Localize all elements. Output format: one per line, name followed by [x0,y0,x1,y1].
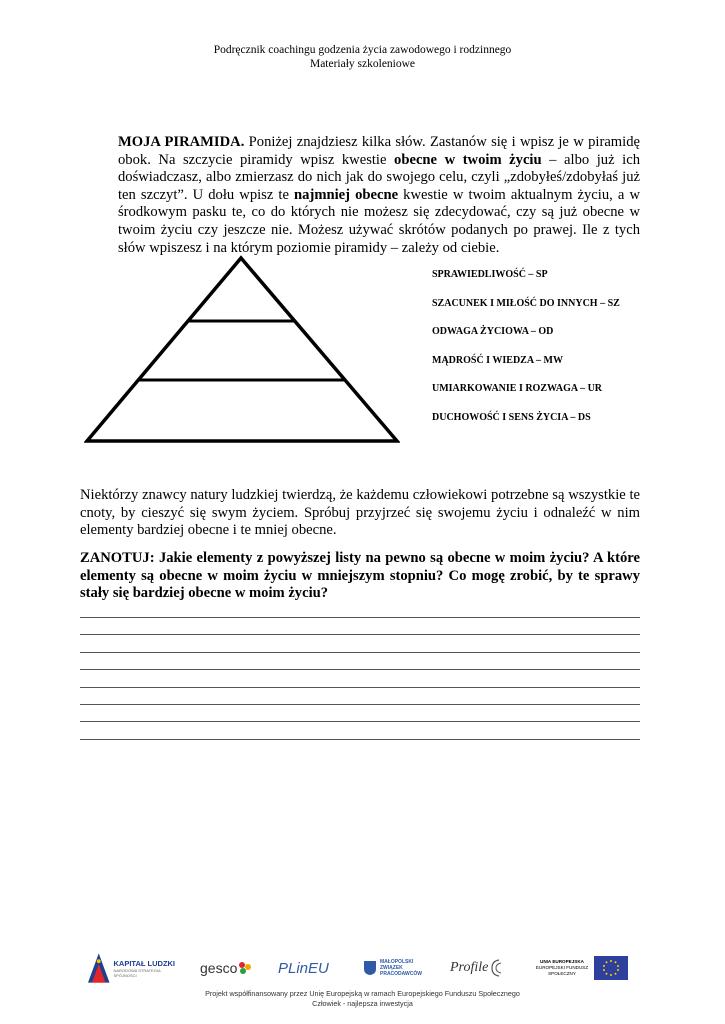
kapital-ludzki-title: KAPITAŁ LUDZKI [113,958,176,968]
word-list [432,269,620,440]
gesco-logo [200,950,255,986]
malopolski-shield-icon [363,960,377,976]
page-header [0,43,725,71]
malopolski-text: MAŁOPOLSKI ZWIĄZEK PRACODAWCÓW [380,959,422,977]
header-title: Podręcznik coachingu godzenia życia zawodowego i rodzinnego [213,44,512,56]
answer-line [80,634,640,635]
intro-text-2: – albo już ich doświadczasz, albo zmierzasz do nich jak do swojego celu, czyli „zdobyłeś/zdobyłaś już ten szczyt”. U dołu wpisz te [118,151,640,203]
eu-flag-icon [594,956,628,980]
zanotuj-question: ZANOTUJ: Jakie elementy z powyższej listy na pewno są obecne w moim życiu? A które elementy są obecne w moim życiu w mniejszym stopniu? Co mogę zrobić, by te sprawy stały się bardziej obecne w moim życiu? [80,550,640,602]
answer-line [80,617,640,618]
word-item: SPRAWIEDLIWOŚĆ – SP [432,269,548,280]
word-item: UMIARKOWANIE I ROZWAGA – UR [432,383,603,394]
profile-text: Profile [450,960,489,975]
header-subtitle: Materiały szkoleniowe [309,58,416,70]
footer-logos [88,950,628,986]
intro-title: MOJA PIRAMIDA. [118,134,245,150]
answer-line [80,669,640,670]
answer-line [80,652,640,653]
answer-line [80,704,640,705]
unia-europejska-logo [533,950,628,986]
answer-line [80,687,640,688]
profile-logo [450,950,520,986]
profile-head-icon [490,959,504,977]
intro-paragraph [118,134,640,257]
pyramid-diagram [84,255,400,445]
word-item: SZACUNEK I MIŁOŚĆ DO INNYCH – SZ [432,297,620,309]
ue-title: UNIA EUROPEJSKA [540,959,584,964]
kapital-ludzki-subtitle: NARODOWA STRATEGIA SPÓJNOŚCI [113,967,161,978]
answer-lines [80,617,640,756]
plineu-text: PLinEU [278,959,329,977]
word-item: ODWAGA ŻYCIOWA – OD [432,326,554,337]
gesco-text: gesco [200,960,238,976]
intro-bold-2: najmniej obecne [294,186,399,203]
cnoty-paragraph: Niektórzy znawcy natury ludzkiej twierdzą, że każdemu człowiekowi potrzebne są wszystkie te cnoty, by cieszyć się swym życiem. Spróbuj przyjrzeć się swojemu życiu i odnaleźć w nim elementy bardziej obecne i te mniej obecne. [80,487,640,539]
kapital-ludzki-icon [88,953,110,983]
intro-text-1: Poniżej znajdziesz kilka słów. Zastanów się i wpisz je w piramidę obok. Na szczycie piramidy wpisz kwestie [118,134,640,168]
word-item: DUCHOWOŚĆ I SENS ŻYCIA – DS [432,411,591,423]
gesco-dots-icon [238,961,252,975]
intro-text-3: kwestie w twoim aktualnym życiu, a w środkowym pasku te, co do których nie możesz się zdecydować, czy są już obecne w twoim życiu czy jeszcze nie. Możesz używać skrótów podanych po prawej. Ile z tych słów wpiszesz i na którym poziomie piramidy – zależy od ciebie. [118,186,640,256]
intro-bold-1: obecne w twoim życiu [394,151,542,168]
ue-subtitle: EUROPEJSKI FUNDUSZ SPOŁECZNY [535,965,589,976]
answer-line [80,739,640,740]
pyramid-outline [87,258,397,441]
kapital-ludzki-logo [88,950,183,986]
footer-line-2: Człowiek - najlepsza inwestycja [312,999,413,1008]
malopolski-logo [363,950,433,986]
footer-note [0,989,725,1009]
word-item: MĄDROŚĆ I WIEDZA – MW [432,354,563,366]
answer-line [80,721,640,722]
plineu-logo [278,950,340,986]
footer-line-1: Projekt współfinansowany przez Unię Europejską w ramach Europejskiego Funduszu Społecznego [205,989,520,998]
